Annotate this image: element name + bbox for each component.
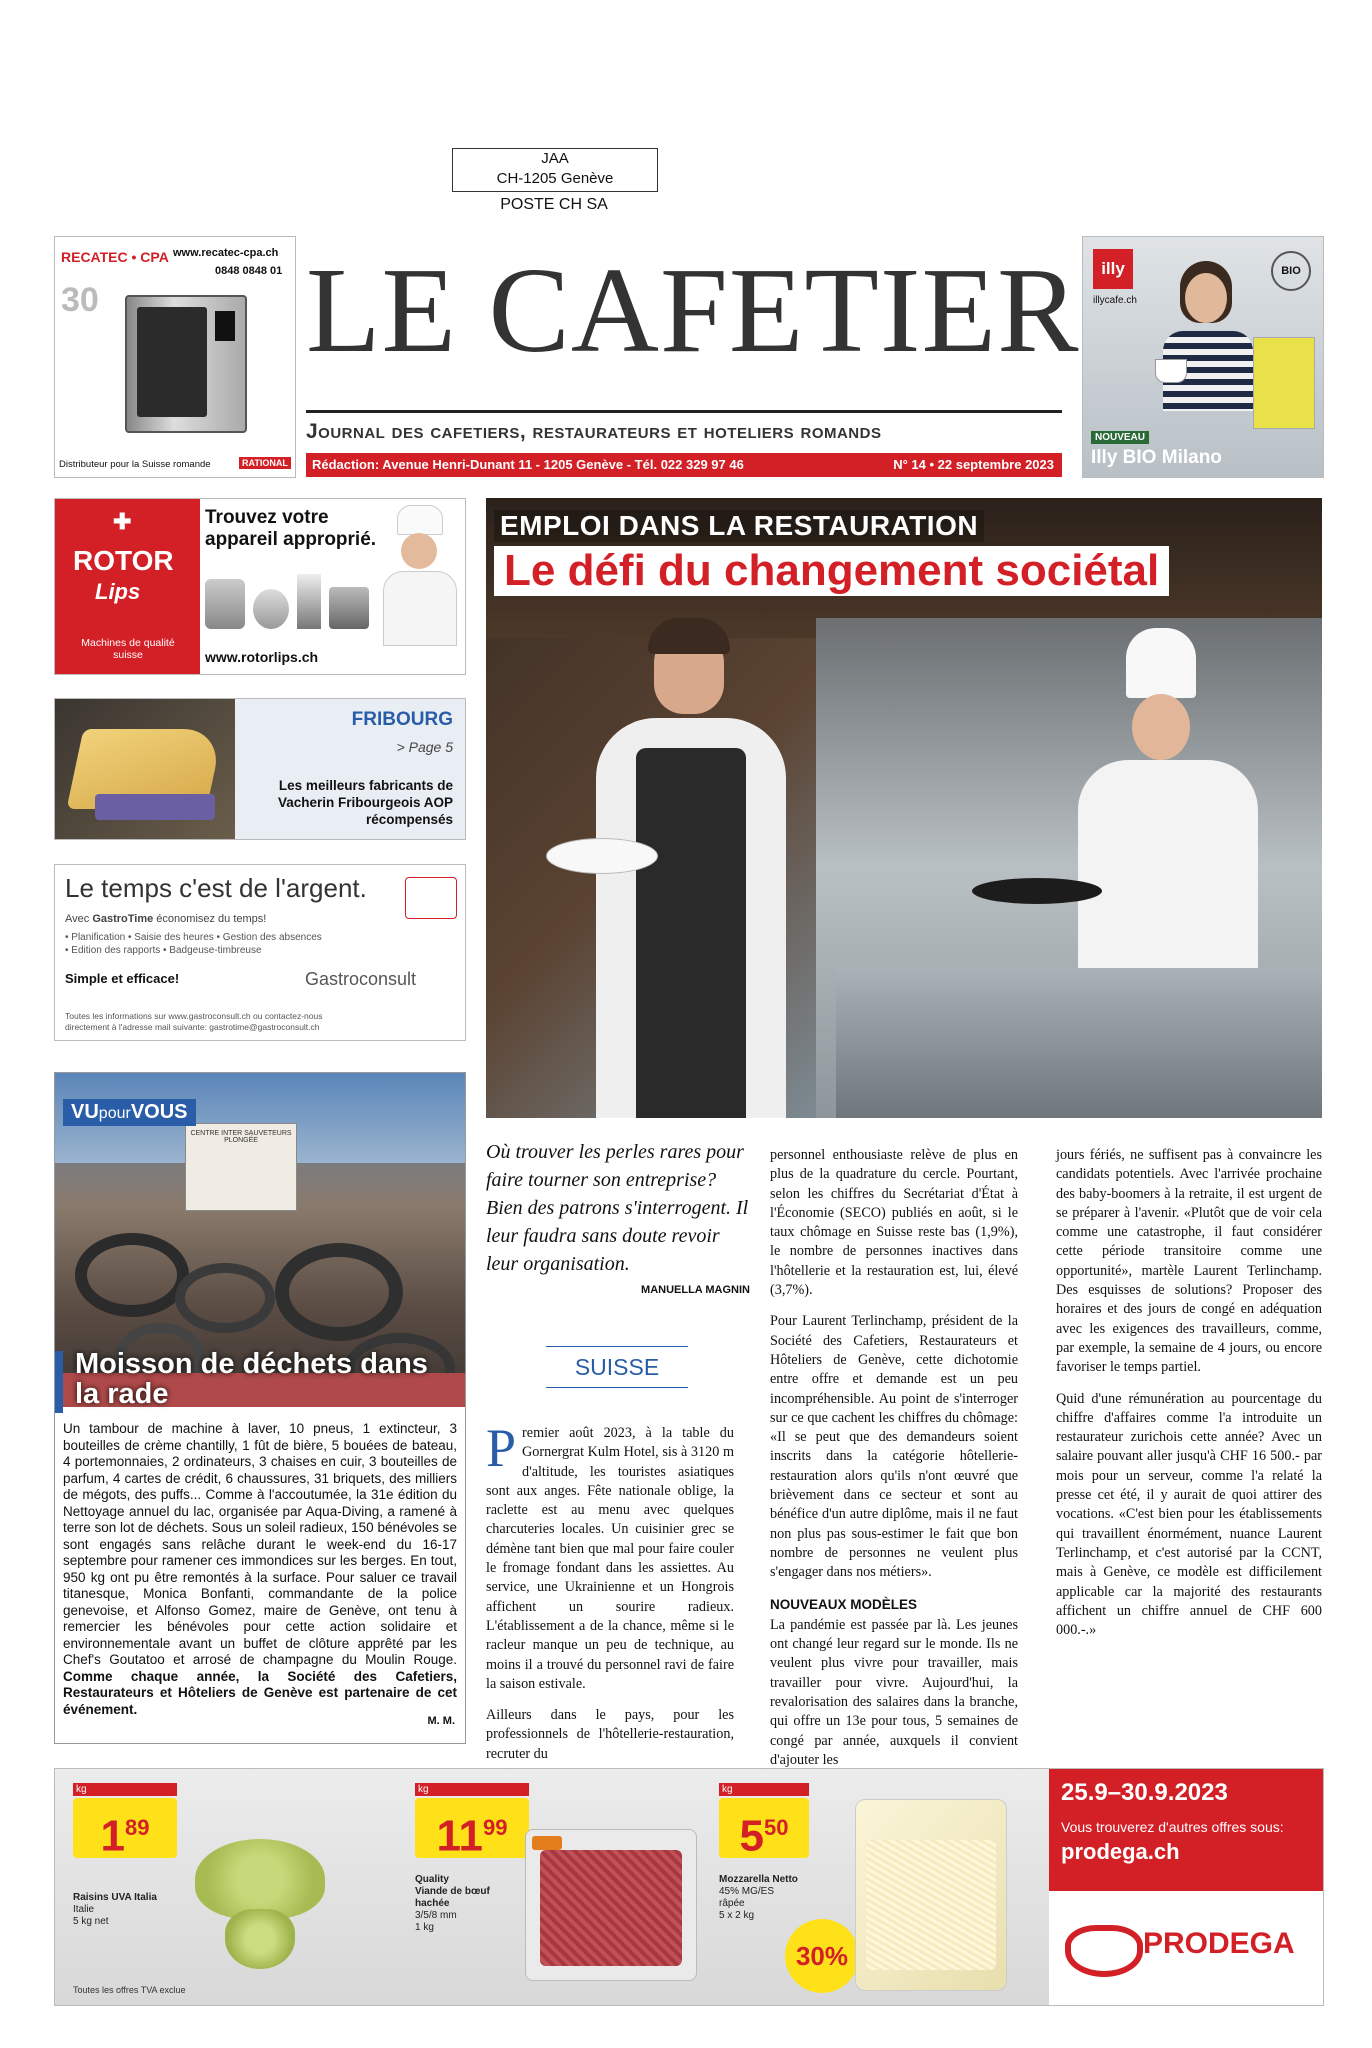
- gastro-cta: Simple et efficace!: [65, 971, 180, 986]
- discount-badge: 30%: [785, 1919, 859, 1993]
- grapes-image: [185, 1829, 335, 1979]
- rotor-red-panel: [55, 499, 200, 674]
- illy-bag-image: [1253, 337, 1315, 429]
- masthead-address: Rédaction: Avenue Henri-Dunant 11 - 1205 Genève - Tél. 022 329 97 46: [312, 457, 744, 472]
- gastro-headline: Le temps c'est de l'argent.: [65, 873, 367, 903]
- article-subhead: NOUVEAUX MODÈLES: [770, 1596, 918, 1612]
- product-grapes[interactable]: kg $1^{89}$ Raisins UVA Italia Italie 5 kg net: [73, 1783, 177, 1928]
- recatec-brand: RECATEC • CPA: [61, 249, 169, 265]
- offer-dates: 25.9–30.9.2023: [1061, 1779, 1228, 1806]
- fribourg-text: Les meilleurs fabricants de Vacherin Fribourgeois AOP récompensés: [277, 778, 453, 827]
- headline-accent: [55, 1351, 63, 1413]
- vu-pour-vous-body: Un tambour de machine à laver, 10 pneus, 1 extincteur, 3 bouteilles de crème chantilly, 1 fût de bière, 5 bouées de bateau, 4 portemonnaies, 2 ordinateurs, 3 chaises en cuir, 3 bouteilles de parfum, 4 cartes de crédit, 6 chaussures, 31 briquets, des milliers de mégots, des puffs... Comme à l'accoutumée, la 31e édition du Nettoyage annuel du lac, organisée par Aqua-Diving, a ramené à terre son lot de déchets. Sous un soleil radieux, 150 bénévoles se sont engagés sans relâche durant le week-end du 16-17 septembre pour ramener ces immondices sur les berges. En tout, 950 kg ont pu être remontés à la surface. Pour saluer ce travail titanesque, Monica Bonfanti, commandante de la police genevoise, et Alfonso Gomez, maire de Genève, ont tenu à remercier les bénévoles pour cette action solidaire et environnementale avant un buffet de clôture apprêté par les Chef's Goutatoo et arrosé de champagne du Moulin Rouge. Comme chaque année, la Société des Cafetiers, Restaurateurs et Hôteliers de Genève est partenaire de cet événement.: [63, 1421, 457, 1717]
- woman-with-cup-image: [1155, 261, 1255, 411]
- mailing-poste: POSTE CH SA: [500, 196, 608, 213]
- mailing-line2: CH-1205 Genève: [496, 170, 614, 187]
- masthead-info-bar: [306, 453, 1062, 477]
- rotor-headline: Trouvez votre appareil approprié.: [205, 507, 377, 550]
- ad-illy[interactable]: [1082, 236, 1324, 478]
- chef-image: [373, 499, 465, 644]
- kitchen-appliances-image: [205, 569, 375, 639]
- product-minced-beef[interactable]: kg $11^{99}$ Quality Viande de bœuf hachée 3/5/8 mm 1 kg: [415, 1783, 529, 1934]
- vu-pour-vous-headline: Moisson de déchets dans la rade: [75, 1348, 428, 1410]
- offer-text: Vous trouverez d'autres offres sous:: [1061, 1819, 1284, 1835]
- mailing-line1: JAA: [541, 150, 569, 167]
- rotor-logo: ROTOR: [73, 545, 174, 576]
- gastrotime-badge-icon: [405, 877, 457, 919]
- masthead-title: LE CAFETIER: [306, 243, 1080, 378]
- mailing-box: [452, 148, 658, 192]
- minced-beef-image: [525, 1829, 697, 1981]
- article-kicker: EMPLOI DANS LA RESTAURATION: [494, 510, 984, 542]
- prodega-url[interactable]: prodega.ch: [1061, 1839, 1180, 1864]
- gastro-info: Toutes les informations sur www.gastroconsult.ch ou contactez-nous directement à l'adresse mail suivante: gastrotime@gastroconsult.ch: [65, 1011, 323, 1032]
- price-tag: $1^{89}$: [73, 1798, 177, 1858]
- illy-logo: illy: [1093, 249, 1133, 289]
- article-headline: Le défi du changement sociétal: [494, 546, 1169, 596]
- prodega-brand: PRODEGA: [1143, 1927, 1295, 1960]
- article-author: MANUELLA MAGNIN: [641, 1284, 750, 1296]
- prodega-logo-area: [1049, 1891, 1323, 2005]
- prodega-logo-icon: [1065, 1925, 1143, 1977]
- oven-image: [125, 295, 247, 433]
- vu-pour-vous-box: [54, 1072, 466, 1744]
- rotor-url: www.rotorlips.ch: [205, 649, 319, 665]
- illy-product: Illy BIO Milano: [1091, 447, 1222, 468]
- rotor-tagline: Machines de qualité suisse: [81, 637, 175, 661]
- gastroconsult-logo: Gastroconsult: [305, 969, 417, 989]
- article-column-1: Premier août 2023, à la table du Gornergrat Kulm Hotel, sis à 3120 m d'altitude, les touristes asiatiques sont aux anges. Fête nationale oblige, la raclette est au menu avec quelques charcuteries locales. Un cuisinier grec se démène tant bien que mal pour faire couler le fromage fondant dans les assiettes. Au service, une Ukrainienne et un Hongrois affichent un sourire radieux. L'établissement a de la chance, même si le racleur manque un peu de technique, au moins il a trouvé du personnel ravi de faire la saison estivale. Ailleurs dans le pays, pour les professionnels de l'hôtellerie-restauration, recruter du: [486, 1418, 734, 1762]
- masthead-subtitle: Journal des cafetiers, restaurateurs et hoteliers romands: [306, 420, 882, 443]
- recatec-footer: Distributeur pour la Suisse romande: [59, 459, 211, 470]
- illy-url: illycafe.ch: [1093, 295, 1137, 306]
- fribourg-page-link[interactable]: > Page 5: [396, 739, 453, 755]
- vu-pour-vous-signature: M. M.: [427, 1715, 455, 1727]
- price-tag: $5^{50}$: [719, 1798, 809, 1858]
- drop-cap: P: [486, 1418, 517, 1478]
- recatec-years: 30: [61, 281, 99, 319]
- gastro-intro: Avec GastroTime économisez du temps!: [65, 913, 267, 925]
- fribourg-section: FRIBOURG: [351, 709, 453, 730]
- swiss-cross-icon: ✚: [113, 509, 132, 534]
- fribourg-teaser[interactable]: [54, 698, 466, 840]
- ad-recatec[interactable]: [54, 236, 296, 478]
- recatec-phone: 0848 0848 01: [215, 265, 283, 277]
- dive-center-sign: CENTRE INTER SAUVETEURS PLONGÉE: [185, 1123, 297, 1211]
- vu-pour-vous-label: VUpourVOUS: [63, 1099, 196, 1126]
- gastro-bullets: • Planification • Saisie des heures • Gestion des absences • Edition des rapports • Badgeuse-timbreuse: [65, 932, 322, 956]
- price-tag: $11^{99}$: [415, 1798, 529, 1858]
- article-intro: Où trouver les perles rares pour faire tourner son entreprise? Bien des patrons s'interrogent. Il leur faudra sans doute revoir leur organisation.: [486, 1141, 749, 1275]
- article-column-2: personnel enthousiaste relève de plus en plus de la quadrature du cercle. Pourtant, selon les chiffres du Secrétariat d'État à l'Économie (SECO) publiés en août, si le taux chômage en Suisse reste bas (1,9%), le nombre de personnes inactives dans l'hôtellerie et la restauration est, lui, élevé (3,7%). Pour Laurent Terlinchamp, président de la Société des Cafetiers, Restaurateurs et Hôteliers de Genève, cette dichotomie entre offre et demande est un peu incompréhensible. Au point de s'interroger sur ce que cachent les chiffres du chômage: «Il se peut que des demandeurs soient inscrits dans la catégorie hôtellerie-restauration alors qu'ils n'ont œuvré que brièvement dans ce secteur et sont au bénéfice d'un autre diplôme, mais il ne faut non plus pas sous-estimer le fait que bon nombre de personnes ne veulent plus s'engager dans nos métiers». NOUVEAUX MODÈLES La pandémie est passée par là. Les jeunes ont changé leur regard sur le monde. Ils ne veulent plus vivre pour travailler, mais travailler pour vivre. Aujourd'hui, la revalorisation des salaires dans la branche, qui offre un 13e pour tous, 5 semaines de congé par année, auxquels il convient d'ajouter les: [770, 1147, 1018, 1768]
- mozzarella-bag-image: [855, 1799, 1007, 1991]
- ad-prodega[interactable]: [54, 1768, 1324, 2006]
- masthead-issue: N° 14 • 22 septembre 2023: [893, 457, 1054, 472]
- lips-logo: Lips: [95, 579, 141, 604]
- recatec-url: www.recatec-cpa.ch: [173, 247, 279, 259]
- cheese-image: [55, 699, 235, 839]
- ad-gastroconsult[interactable]: [54, 864, 466, 1041]
- section-label: SUISSE: [546, 1346, 688, 1388]
- product-mozzarella[interactable]: kg $5^{50}$ Mozzarella Netto 45% MG/ES râpée 5 x 2 kg: [719, 1783, 809, 1922]
- rational-logo: RATIONAL: [239, 457, 291, 469]
- ad-rotor-lips[interactable]: [54, 498, 466, 675]
- masthead-rule: [306, 410, 1062, 413]
- article-column-3: jours fériés, ne suffisent pas à convaincre les candidats potentiels. Avec l'arrivée prochaine des baby-boomers à la retraite, il est urgent de se préparer à l'avenir. «Plutôt que de voir cela comme une catastrophe, il faut considérer cette période transitoire comme une opportunité», martèle Laurent Terlinchamp. Des esquisses de solutions? Proposer des horaires et des jours de congé en adéquation avec les exigences des travailleurs, comme, par exemple, la semaine de 4 jours, ou encore favoriser le temps partiel. Quid d'une rémunération au pourcentage du chiffre d'affaires comme l'a introduite un restaurateur zurichois cette année? Avec un salaire pouvant aller jusqu'à CHF 16 500.- par mois pour un serveur, comme l'a relaté la presse cet été, il y aurait de quoi attirer des vocations. «C'est bien pour les établissements qui travaillent énormément, nuance Laurent Terlinchamp, et c'est autorisé par la CCNT, mais à Genève, ce modèle est difficilement applicable car la majorité des restaurants affichent un chiffre annuel de CHF 600 000.-.»: [1056, 1147, 1322, 1639]
- illy-bio-badge: BIO: [1271, 251, 1311, 291]
- illy-new-tag: NOUVEAU: [1091, 431, 1149, 444]
- prodega-note: Toutes les offres TVA exclue: [73, 1985, 186, 1995]
